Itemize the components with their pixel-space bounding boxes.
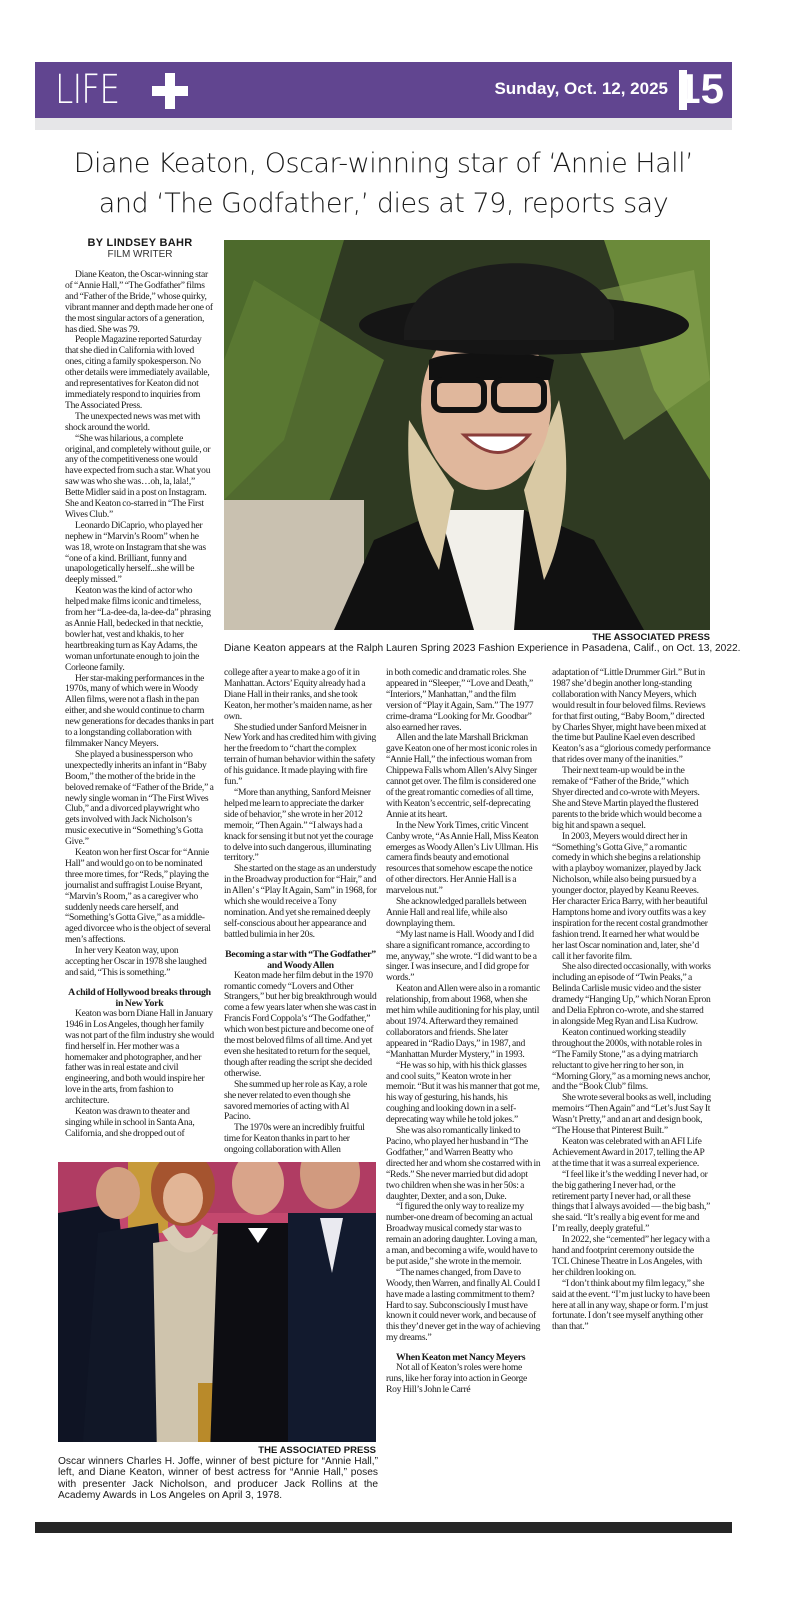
paragraph: She also directed occasionally, with works including an episode of “Twin Peaks,” a Belinda Carlisle music video and the sister dramedy “Hanging Up,” which Noran Epron and Delia Ephron co-wrote, and she starred in alongside Meg Ryan and Lisa Kudrow. (552, 961, 711, 1027)
paragraph: She was also romantically linked to Pacino, who played her husband in “The Godfather,” and Warren Beatty who directed her and whom she costarred with in “Reds.” She never married but did adopt two children when she was in her 50s: a daughter, Dexter, and a son, Duke. (386, 1125, 541, 1202)
paragraph: in both comedic and dramatic roles. She appeared in “Sleeper,” “Love and Death,” “Interiors,” Manhattan,” and the film version of “Play it Again, Sam.” The 1977 crime-drama “Looking for Mr. Goodbar” also earned her raves. (386, 667, 534, 733)
paragraph: “She was hilarious, a complete original, and completely without guile, or any of the competitiveness one would have expected from such a star. What you saw was who she was…oh, la, lala!,” Bette Midler said in a post on Instagram. She and Keaton co-starred in “The First Wives Club.” (65, 432, 211, 520)
paragraph: In 2022, she “cemented” her legacy with a hand and footprint ceremony outside the TCL Chinese Theatre in Los Angeles, with her children looking on. (552, 1234, 710, 1278)
paragraph: People Magazine reported Saturday that she died in California with loved ones, citing a family spokesperson. No other details were immediately available, and representatives for Keaton did not immediately respond to inquiries from The Associated Press. (65, 334, 210, 411)
paragraph: Leonardo DiCaprio, who played her nephew in “Marvin’s Room” when he was 18, wrote on Instagram that she was “one of a kind. Brilliant, funny and unapologetically herself...she will be deeply missed.” (65, 519, 206, 586)
paragraph: college after a year to make a go of it in Manhattan. Actors’ Equity already had a Diane Hall in their ranks, and she took Keaton, her mother’s maiden name, as her own. (224, 667, 372, 722)
paragraph: Keaton was born Diane Hall in January 1946 in Los Angeles, though her family was not part of the film industry she would find herself in. Her mother was a homemaker and photographer, and her father was in real estate and civil engineering, and both would inspire her love in the arts, from fashion to architecture. (65, 1007, 214, 1107)
paragraph: She played a businessperson who unexpectedly inherits an infant in “Baby Boom,” the mother of the bride in the beloved remake of “Father of the Bride,” a newly single woman in “The First Wives Club,” and a divorced playwright who gets involved with Jack Nicholson’s music executive in “Something’s Gotta Give.” (65, 748, 214, 848)
paragraph: She summed up her role as Kay, a role she never related to even though she savored memories of acting with Al Pacino. (224, 1078, 367, 1123)
headline-line-2: and ‘The Godfather,’ dies at 79, reports say (98, 188, 669, 219)
paragraph: Their next team-up would be in the remake of “Father of the Bride,” which Shyer directed and co-wrote with Meyers. She and Steve Martin played the flustered parents to the bride which would become a big hit and spawn a sequel. (552, 765, 702, 831)
paragraph: “My last name is Hall. Woody and I did share a significant romance, according to me, anyway,” she wrote. “I did want to be a singer. I was insecure, and I did grope for words.” (386, 928, 537, 984)
article-column-3 (386, 668, 541, 1396)
photo-caption: Diane Keaton appears at the Ralph Lauren Spring 2023 Fashion Experience in Pasadena, Calif., on Oct. 13, 2022. (224, 643, 741, 654)
paragraph: “The names changed, from Dave to Woody, then Warren, and finally Al. Could I have made a lasting commitment to them? Hard to say. Subconsciously I must have known it could never work, and because of this they’d never get in the way of achieving my dreams.” (386, 1266, 541, 1344)
author-title: FILM WRITER (107, 249, 173, 260)
paragraph: She acknowledged parallels between Annie Hall and real life, while also downplaying them. (386, 896, 527, 929)
issue-date: Sunday, Oct. 12, 2025 (494, 79, 668, 98)
paragraph: Diane Keaton, the Oscar-winning star of “Annie Hall,” “The Godfather” films and “Father of the Bride,” whose quirky, vibrant manner and depth made her one of the most singular actors of a generation, has died. She was 79. (65, 269, 213, 335)
paragraph: “More than anything, Sanford Meisner helped me learn to appreciate the darker side of behavior,” she wrote in her 2012 memoir, “Then Again.” “I always had a knack for sensing it but not yet the courage to delve into such dangerous, illuminating territory.” (224, 786, 374, 864)
author-name: BY LINDSEY BAHR (87, 237, 193, 249)
subhead: Becoming a star with “The Godfather” and Woody Allen (225, 948, 376, 971)
article-column-2 (224, 668, 377, 1156)
subhead: A child of Hollywood breaks through in New York (68, 986, 211, 1009)
paragraph: Her star-making performances in the 1970s, many of which were in Woody Allen films, were not a flash in the pan either, and she would continue to charm new generations for decades thanks in part to a longstanding collaboration with filmmaker Nancy Meyers. (65, 672, 214, 749)
plus-icon (152, 73, 188, 109)
paragraph: The 1970s were an incredibly fruitful time for Keaton thanks in part to her ongoing collaboration with Allen (224, 1122, 365, 1156)
page-number: 15 (677, 65, 724, 112)
photo-credit: THE ASSOCIATED PRESS (592, 632, 710, 643)
paragraph: The unexpected news was met with shock around the world. (65, 410, 201, 433)
paragraph: Keaton continued working steadily throughout the 2000s, with notable roles in “The Family Stone,” as a dying matriarch reluctant to give her ring to her son, in “Morning Glory,” as a morning news anchor, and the “Book Club” films. (552, 1026, 711, 1093)
photo-image (224, 240, 710, 630)
paragraph: She studied under Sanford Meisner in New York and has credited him with giving her the freedom to “chart the complex terrain of human behavior within the safety of his guidance. It made playing with fire fun.” (224, 721, 377, 788)
paragraph: In the New York Times, critic Vincent Canby wrote, “As Annie Hall, Miss Keaton emerges as Woody Allen’s Liv Ullman. His camera finds beauty and emotional resources that somehow escape the notice of other directors. Her Annie Hall is a marvelous nut.” (386, 819, 539, 897)
paragraph: In her very Keaton way, upon accepting her Oscar in 1978 she laughed and said, “This is something.” (65, 945, 207, 978)
paragraph: “He was so hip, with his thick glasses and cool suits,” Keaton wrote in her memoir. “But it was his manner that got me, his way of gesturing, his hands, his coughing and looking down in a self-deprecating way while he told jokes.” (386, 1059, 540, 1126)
paragraph: Not all of Keaton’s roles were home runs, like her foray into action in George Roy Hill’s John le Carré (386, 1362, 528, 1395)
paragraph: In 2003, Meyers would direct her in “Something’s Gotta Give,” a romantic comedy in which she begins a relationship with a playboy womanizer, played by Jack Nicholson, while also being pursued by a younger doctor, played by Keanu Reeves. Her character Erica Barry, with her beautiful Hamptons home and ivory outfits was a key inspiration for the recent costal grandmother fashion trend. It earned her what would be her last Oscar nomination and, later, she’d call it her favorite film. (552, 830, 708, 962)
paragraph: Keaton was celebrated with an AFI Life Achievement Award in 2017, telling the AP at the time that it was a surreal experience. (552, 1135, 705, 1169)
paragraph: “I feel like it’s the wedding I never had, or the big gathering I never had, or the retirement party I never had, or all these things that I always avoided — the big bash,” she said. “It’s really a big event for me and I’m really, deeply grateful.” (552, 1168, 711, 1235)
photo-oscars-1978 (58, 1162, 376, 1442)
paragraph: Keaton was the kind of actor who helped make films iconic and timeless, from her “La-dee-da, la-dee-da” phrasing as Annie Hall, bedecked in that necktie, bowler hat, vest and khakis, to her heartbreaking turn as Kay Adams, the woman unfortunate enough to join the Corleone family. (65, 585, 211, 673)
paragraph: She started on the stage as an understudy in the Broadway production for “Hair,” and in Allen’ s “Play It Again, Sam” in 1968, for which she would receive a Tony nomination. And yet she remained deeply self-conscious about her appearance and battled bulimia in her 20s. (224, 863, 377, 940)
paragraph: She wrote several books as well, including memoirs “Then Again” and “Let’s Just Say It Wasn’t Pretty,” and an art and design book, “The House that Pinterest Built.” (552, 1092, 711, 1137)
headline-line-1: Diane Keaton, Oscar-winning star of ‘Annie Hall’ (73, 148, 694, 179)
article-column-4 (552, 668, 711, 1333)
paragraph: Keaton and Allen were also in a romantic relationship, from about 1968, when she met him while auditioning for his play, until about 1974. Afterward they remained collaborators and friends. She later appeared in “Radio Days,” in 1987, and “Manhattan Murder Mystery,” in 1993. (386, 983, 541, 1060)
paragraph: Keaton won her first Oscar for “Annie Hall” and would go on to be nominated three more times, for “Reds,” playing the journalist and suffragist Louise Bryant, “Marvin’s Room,” as a caregiver who suddenly needs care herself, and “Something’s Gotta Give,” as a middle-aged divorcee who is the object of several men’s affections. (65, 847, 211, 946)
footer-rule (35, 1522, 732, 1533)
photo-caption: Oscar winners Charles H. Joffe, winner of best picture for “Annie Hall,” left, and Diane Keaton, winner of best actress for “Annie Hall,” poses with presenter Jack Nicholson, and producer Jack Rollins at the Academy Awards in Los Angeles on April 3, 1978. (58, 1456, 378, 1502)
paragraph: Allen and the late Marshall Brickman gave Keaton one of her most iconic roles in “Annie Hall,” the infectious woman from Chippewa Falls whom Allen’s Alvy Singer cannot get over. The film is considered one of the great romantic comedies of all time, with Keaton’s eccentric, self-deprecating Annie at its heart. (386, 732, 537, 820)
paragraph: Keaton was drawn to theater and singing while in school in Santa Ana, California, and she dropped out of (65, 1106, 195, 1139)
paragraph: adaptation of “Little Drummer Girl.” But in 1987 she’d begin another long-standing collaboration with Nancy Meyers, which would result in four beloved films. Reviews for that first outing, “Baby Boom,” directed by Charles Shyer, might have been mixed at the time but Pauline Kael even described Keaton’s as a “glorious comedy performance that rides over many of the inanities.” (552, 667, 711, 766)
photo-credit: THE ASSOCIATED PRESS (258, 1445, 376, 1456)
paragraph: “I don’t think about my film legacy,” she said at the event. “I’m just lucky to have been here at all in any way, shape or form. I’m just fortunate. I don’t see myself anything other than that.” (552, 1277, 710, 1333)
byline (65, 237, 215, 260)
section-title: LIFE (55, 67, 120, 113)
photo-diane-keaton (224, 240, 710, 630)
section-header (35, 62, 732, 118)
paragraph: “I figured the only way to realize my number-one dream of becoming an actual Broadway musical comedy star was to remain an adoring daughter. Loving a man, a man, and becoming a wife, would have to be put aside,” she wrote in the memoir. (386, 1201, 538, 1267)
headline (35, 144, 732, 224)
subhead: When Keaton met Nancy Meyers (396, 1352, 526, 1364)
header-rule (35, 118, 732, 130)
article-column-1 (65, 270, 214, 1140)
paragraph: Keaton made her film debut in the 1970 romantic comedy “Lovers and Other Strangers,” but her big breakthrough would come a few years later when she was cast in Francis Ford Coppola’s “The Godfather,” which won best picture and become one of the most beloved films of all time. And yet even she hesitated to return for the sequel, though after reading the script she decided otherwise. (224, 969, 377, 1079)
photo-image (58, 1162, 376, 1442)
